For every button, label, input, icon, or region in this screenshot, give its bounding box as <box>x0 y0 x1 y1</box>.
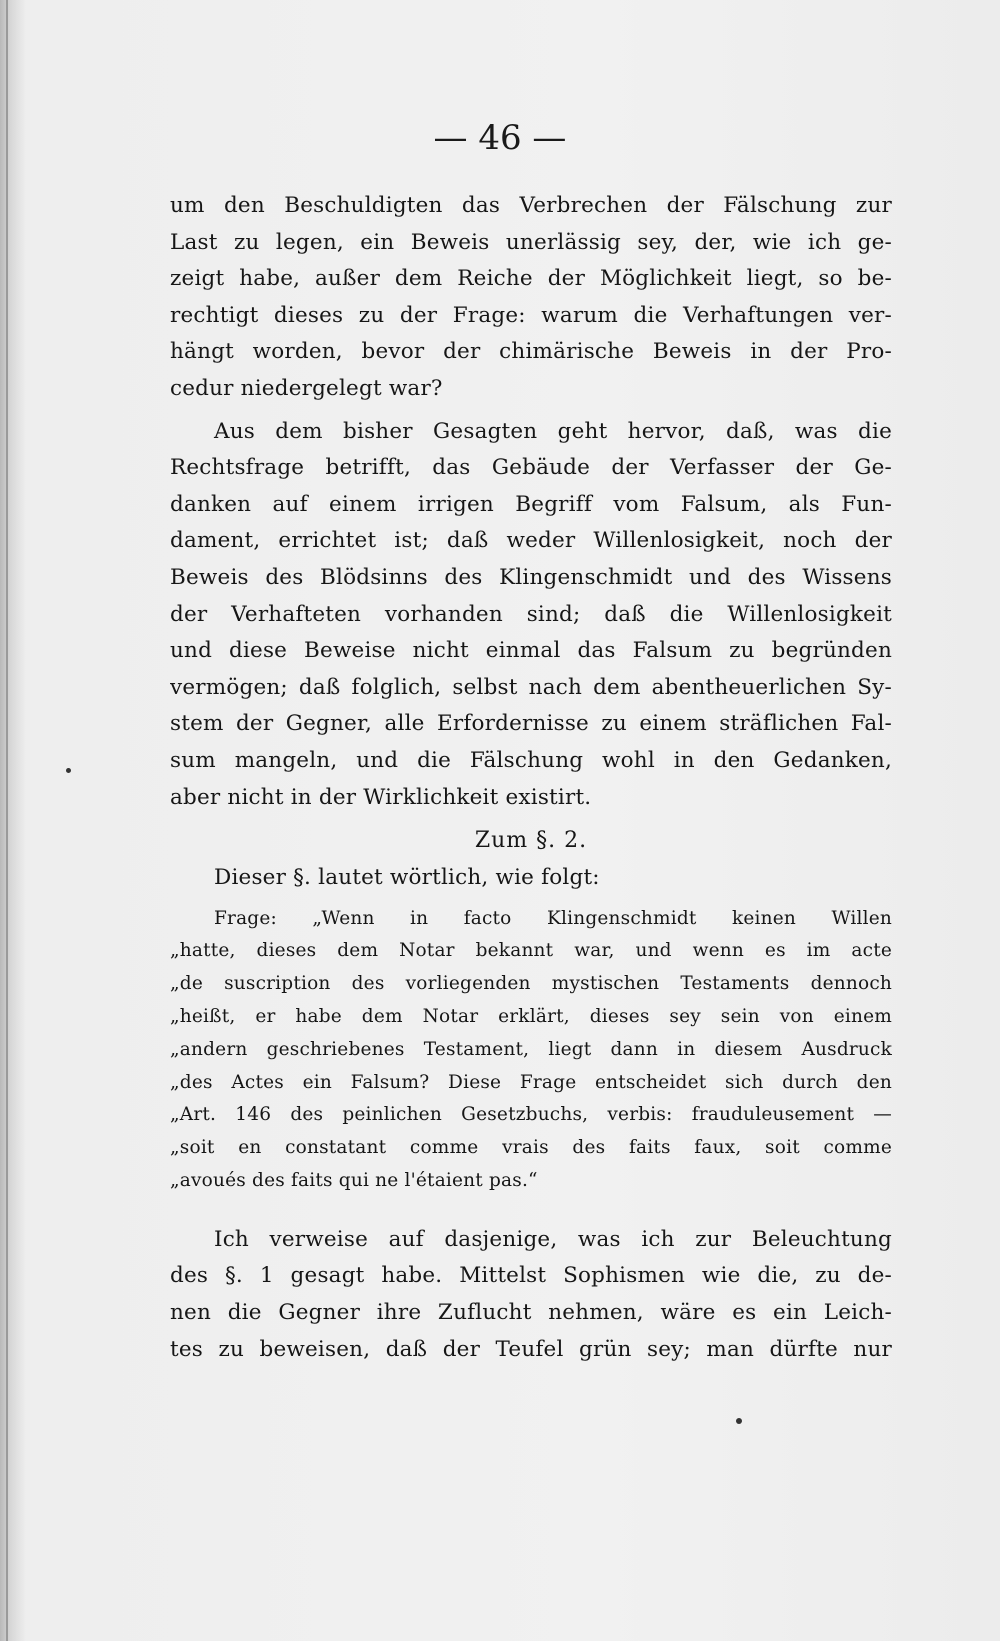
spacer <box>170 1204 892 1222</box>
text-line: Dieser §. lautet wörtlich, wie folgt: <box>214 865 600 891</box>
quote-line: „andern geschriebenes Testament, liegt dann in diesem Ausdruck <box>170 1038 892 1060</box>
text-line: Rechtsfrage betrifft, das Gebäude der Verfasser der Ge- <box>170 455 892 481</box>
quote-line: „des Actes ein Falsum? Diese Frage entscheidet sich durch den <box>170 1071 892 1093</box>
text-line: Beweis des Blödsinns des Klingenschmidt und des Wissens <box>170 564 892 590</box>
quote-line: „avoués des faits qui ne l'étaient pas.“ <box>170 1170 538 1192</box>
quoted-question <box>170 903 892 1198</box>
text-line: um den Beschuldigten das Verbrechen der Fälschung zur <box>170 193 892 218</box>
text-line: nen die Gegner ihre Zuflucht nehmen, wäre es ein Leich- <box>170 1300 892 1326</box>
section-heading: Zum §. 2. <box>474 828 588 854</box>
text-line: cedur niedergelegt war? <box>170 375 443 401</box>
text-line: aber nicht in der Wirklichkeit existirt. <box>170 784 592 810</box>
ink-speck <box>66 768 71 773</box>
text-line: zeigt habe, außer dem Reiche der Möglichkeit liegt, so be- <box>170 266 892 292</box>
quote-line: „de suscription des vorliegenden mystischen Testaments dennoch <box>170 973 892 995</box>
text-line: rechtigt dieses zu der Frage: warum die Verhaftungen ver- <box>170 302 892 328</box>
text-line: des §. 1 gesagt habe. Mittelst Sophismen wie die, zu de- <box>170 1263 892 1289</box>
quote-line: „hatte, dieses dem Notar bekannt war, und wenn es im acte <box>170 940 892 962</box>
text-line: stem der Gegner, alle Erfordernisse zu einem sträflichen Fal- <box>170 711 892 737</box>
text-line: Last zu legen, ein Beweis unerlässig sey, der, wie ich ge- <box>170 229 892 255</box>
quote-line: Frage: „Wenn in facto Klingenschmidt keinen Willen <box>214 907 892 929</box>
text-line: danken auf einem irrigen Begriff vom Falsum, als Fun- <box>170 491 892 517</box>
text-line: der Verhafteten vorhanden sind; daß die Willenlosigkeit <box>170 601 892 627</box>
quote-line: „soit en constatant comme vrais des faits faux, soit comme <box>170 1137 892 1159</box>
paragraph-1 <box>170 188 892 408</box>
page-number: — 46 — <box>433 118 567 158</box>
page-text <box>170 188 892 1374</box>
paragraph-4 <box>170 1222 892 1368</box>
text-line: Aus dem bisher Gesagten geht hervor, daß, was die <box>214 418 892 444</box>
text-line: hängt worden, bevor der chimärische Beweis in der Pro- <box>170 339 892 365</box>
text-line: vermögen; daß folglich, selbst nach dem abentheuerlichen Sy- <box>170 674 892 700</box>
quote-line: „Art. 146 des peinlichen Gesetzbuchs, verbis: frauduleusement — <box>170 1104 892 1126</box>
text-line: dament, errichtet ist; daß weder Willenlosigkeit, noch der <box>170 528 892 554</box>
paragraph-2 <box>170 414 892 817</box>
text-line: sum mangeln, und die Fälschung wohl in den Gedanken, <box>170 747 892 773</box>
text-line: Ich verweise auf dasjenige, was ich zur Beleuchtung <box>214 1226 892 1252</box>
text-line: und diese Beweise nicht einmal das Falsum zu begründen <box>170 638 892 664</box>
text-line: tes zu beweisen, daß der Teufel grün sey; man dürfte nur <box>170 1336 892 1362</box>
ink-speck <box>736 1418 742 1424</box>
paragraph-3 <box>170 860 892 897</box>
quote-line: „heißt, er habe dem Notar erklärt, dieses sey sein von einem <box>170 1006 892 1028</box>
